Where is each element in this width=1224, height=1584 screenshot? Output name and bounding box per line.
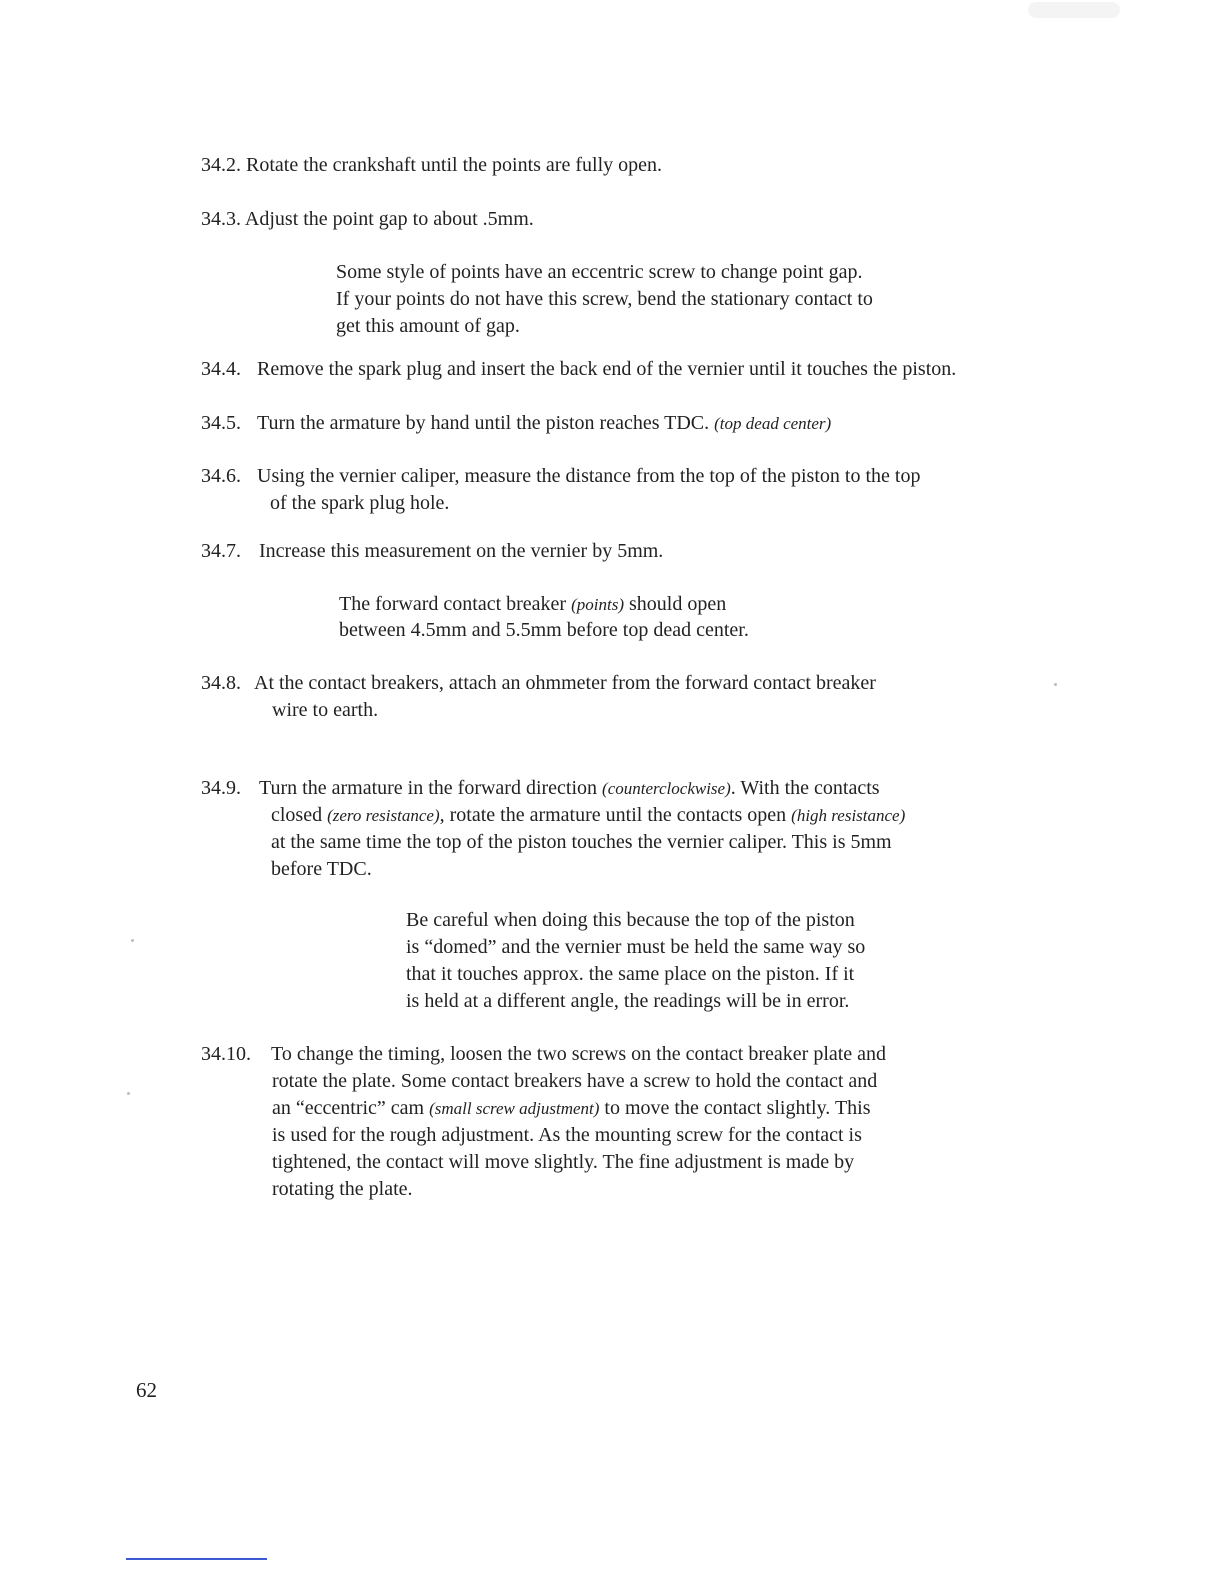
step-34-4 bbox=[201, 356, 956, 383]
step-text: at the same time the top of the piston touches the vernier caliper. This is 5mm bbox=[271, 831, 892, 853]
note-line bbox=[336, 313, 520, 340]
step-34-5 bbox=[201, 410, 831, 437]
footer-rule bbox=[126, 1558, 267, 1560]
step-34-3 bbox=[201, 206, 534, 233]
step-text: At the contact breakers, attach an ohmmeter from the forward contact breaker bbox=[254, 672, 876, 694]
step-number: 34.6. bbox=[201, 465, 241, 487]
step-continuation bbox=[271, 802, 905, 829]
scan-speck bbox=[127, 1092, 130, 1095]
step-text: Turn the armature by hand until the piston reaches TDC. bbox=[257, 412, 715, 434]
step-text: closed bbox=[271, 804, 328, 826]
note-line bbox=[339, 617, 749, 644]
note-text: is held at a different angle, the readings will be in error. bbox=[406, 990, 850, 1012]
step-italic-text: (high resistance) bbox=[791, 806, 906, 825]
step-continuation bbox=[272, 1122, 862, 1149]
step-continuation bbox=[271, 829, 892, 856]
step-text: Using the vernier caliper, measure the distance from the top of the piston to the top bbox=[257, 465, 921, 487]
scan-speck bbox=[131, 939, 134, 942]
step-italic-text: (top dead center) bbox=[714, 414, 832, 433]
step-italic-text: (zero resistance) bbox=[327, 806, 440, 825]
note-line bbox=[336, 286, 873, 313]
step-number: 34.5. bbox=[201, 412, 241, 434]
step-34-7 bbox=[201, 538, 663, 565]
step-34-2 bbox=[201, 152, 662, 179]
step-34-9 bbox=[201, 775, 880, 802]
scan-smudge bbox=[1028, 2, 1120, 18]
step-number: 34.2. bbox=[201, 154, 241, 176]
step-continuation bbox=[272, 1176, 413, 1203]
note-italic-text: (points) bbox=[571, 595, 624, 614]
step-34-8 bbox=[201, 670, 876, 697]
step-continuation bbox=[272, 1149, 854, 1176]
step-continuation bbox=[272, 697, 378, 724]
step-text: before TDC. bbox=[271, 858, 372, 880]
step-34-10 bbox=[201, 1041, 886, 1068]
step-number: 34.10. bbox=[201, 1043, 251, 1065]
note-line bbox=[406, 961, 854, 988]
step-number: 34.8. bbox=[201, 672, 241, 694]
step-text: Turn the armature in the forward direction bbox=[259, 777, 603, 799]
step-number: 34.9. bbox=[201, 777, 241, 799]
note-text: should open bbox=[623, 593, 727, 615]
step-text: . With the contacts bbox=[730, 777, 880, 799]
note-line bbox=[406, 988, 849, 1015]
step-text: wire to earth. bbox=[272, 699, 379, 721]
step-text: Remove the spark plug and insert the back end of the vernier until it touches the piston. bbox=[257, 358, 957, 380]
step-number: 34.4. bbox=[201, 358, 241, 380]
step-continuation bbox=[272, 1068, 877, 1095]
note-text: If your points do not have this screw, bend the stationary contact to bbox=[336, 288, 873, 310]
step-text: Increase this measurement on the vernier by 5mm. bbox=[259, 540, 664, 562]
note-text: that it touches approx. the same place on the piston. If it bbox=[406, 963, 855, 985]
step-italic-text: (counterclockwise) bbox=[602, 779, 731, 798]
step-34-6 bbox=[201, 463, 920, 490]
step-continuation bbox=[271, 856, 372, 883]
note-text: Be careful when doing this because the top of the piston bbox=[406, 909, 855, 931]
step-text: To change the timing, loosen the two screws on the contact breaker plate and bbox=[271, 1043, 887, 1065]
step-continuation bbox=[270, 490, 449, 517]
note-text: Some style of points have an eccentric screw to change point gap. bbox=[336, 261, 863, 283]
step-text: rotate the plate. Some contact breakers have a screw to hold the contact and bbox=[272, 1070, 878, 1092]
step-text: to move the contact slightly. This bbox=[599, 1097, 871, 1119]
scan-speck bbox=[1054, 683, 1057, 686]
note-line bbox=[336, 259, 863, 286]
page-number: 62 bbox=[136, 1378, 157, 1402]
step-text: , rotate the armature until the contacts open bbox=[439, 804, 792, 826]
note-line bbox=[406, 907, 855, 934]
step-text: of the spark plug hole. bbox=[270, 492, 450, 514]
step-text: Adjust the point gap to about .5mm. bbox=[244, 208, 534, 230]
note-line bbox=[406, 934, 865, 961]
note-text: The forward contact breaker bbox=[339, 593, 572, 615]
step-continuation bbox=[272, 1095, 871, 1122]
step-text: an “eccentric” cam bbox=[272, 1097, 430, 1119]
step-text: rotating the plate. bbox=[272, 1178, 413, 1200]
step-number: 34.3. bbox=[201, 208, 241, 230]
note-text: is “domed” and the vernier must be held the same way so bbox=[406, 936, 866, 958]
step-text: is used for the rough adjustment. As the mounting screw for the contact is bbox=[272, 1124, 862, 1146]
step-text: Rotate the crankshaft until the points are fully open. bbox=[246, 154, 662, 176]
note-line bbox=[339, 591, 726, 618]
step-text: tightened, the contact will move slightly. The fine adjustment is made by bbox=[272, 1151, 855, 1173]
note-text: get this amount of gap. bbox=[336, 315, 520, 337]
note-text: between 4.5mm and 5.5mm before top dead center. bbox=[339, 619, 749, 641]
step-italic-text: (small screw adjustment) bbox=[429, 1099, 600, 1118]
step-number: 34.7. bbox=[201, 540, 241, 562]
